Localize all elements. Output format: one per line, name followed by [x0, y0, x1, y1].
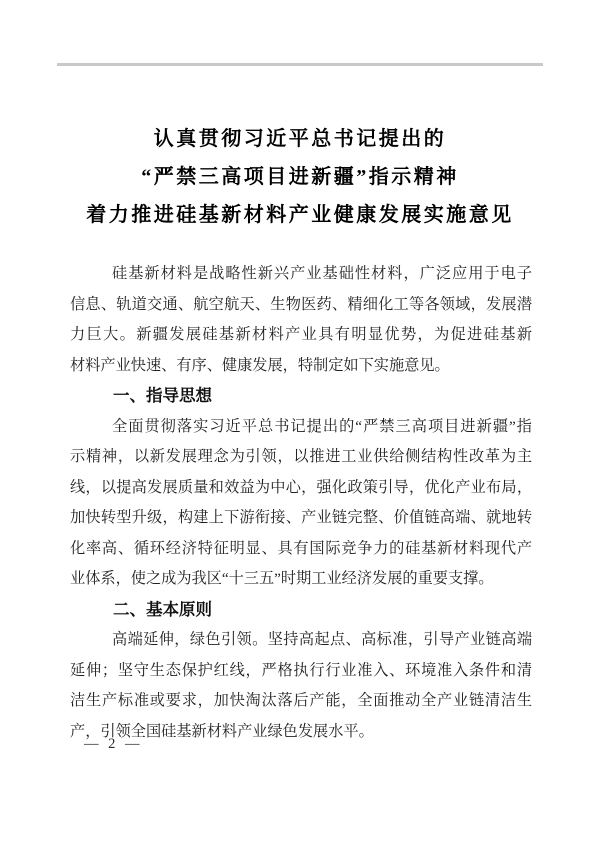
- body-line: 洁生产标准或要求，加快淘汰落后产能，全面推动全产业链清洁生: [70, 692, 532, 709]
- section-heading-2: 二、基本原则: [113, 600, 212, 619]
- body-line: 业体系，使之成为我区“十三五”时期工业经济发展的重要支撑。: [70, 570, 494, 587]
- body-line: 高端延伸，绿色引领。坚持高起点、高标准，引导产业链高端: [112, 631, 532, 648]
- body-line: 加快转型升级，构建上下游衔接、产业链完整、价值链高端、就地转: [70, 509, 532, 526]
- document-title: [0, 120, 600, 234]
- body-line: 信息、轨道交通、航空航天、生物医药、精细化工等各领域，发展潜: [70, 295, 532, 313]
- body-line: 示精神，以新发展理念为引领，以推进工业供给侧结构性改革为主: [70, 448, 532, 465]
- title-line: 着力推进硅基新材料产业健康发展实施意见: [86, 204, 514, 226]
- section-heading-1: 一、指导思想: [113, 387, 212, 405]
- title-line: 认真贯彻习近平总书记提出的: [153, 128, 447, 150]
- body-line: 力巨大。新疆发展硅基新材料产业具有明显优势，为促进硅基新: [70, 326, 532, 343]
- body-line: 化率高、循环经济特征明显、具有国际竞争力的硅基新材料现代产: [70, 539, 532, 557]
- document-body: [70, 259, 532, 747]
- header-rule: [57, 63, 543, 66]
- body-line: 硅基新材料是战略性新兴产业基础性材料，广泛应用于电子: [112, 265, 532, 282]
- body-line: 材料产业快速、有序、健康发展，特制定如下实施意见。: [70, 356, 450, 374]
- title-line: “严禁三高项目进新疆”指示精神: [141, 166, 459, 188]
- body-line: 延伸；坚守生态保护红线，严格执行行业准入、环境准入条件和清: [70, 661, 532, 679]
- body-line: 全面贯彻落实习近平总书记提出的“严禁三高项目进新疆”指: [112, 417, 532, 435]
- body-line: 产，引领全国硅基新材料产业绿色发展水平。: [70, 722, 374, 740]
- page-number: — 2 —: [84, 736, 143, 752]
- body-line: 线，以提高发展质量和效益为中心，强化政策引导，优化产业布局，: [70, 478, 532, 496]
